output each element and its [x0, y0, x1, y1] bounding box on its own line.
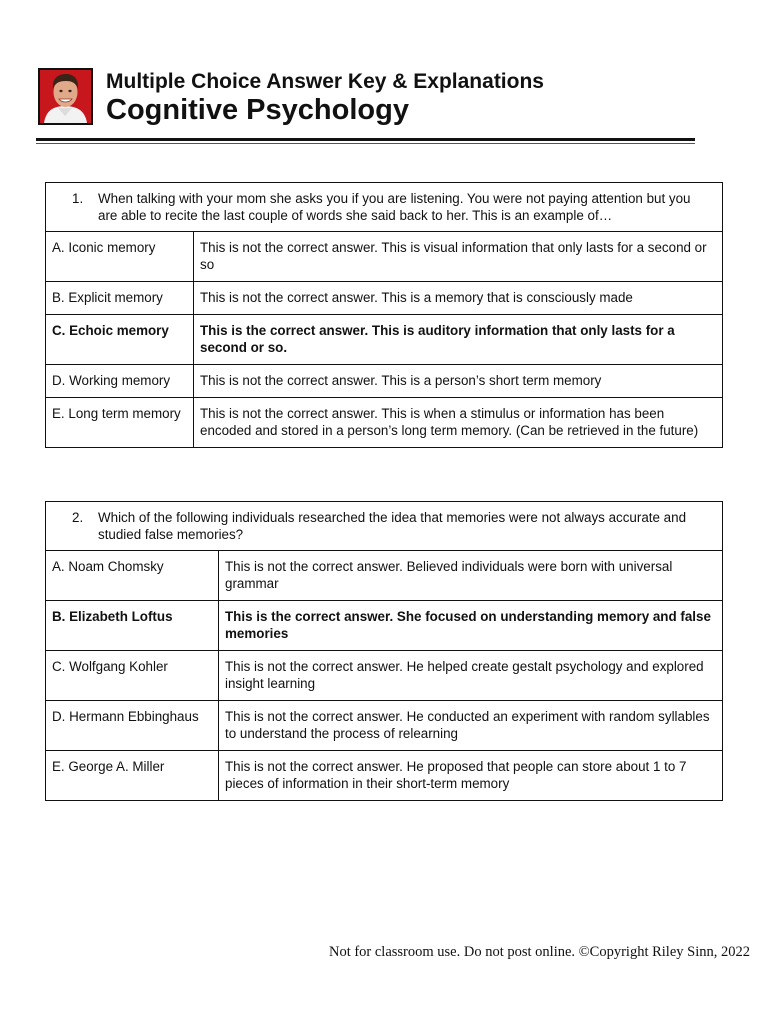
answer-row: [46, 751, 723, 801]
answer-option: C. Echoic memory: [46, 315, 194, 365]
header-divider: [36, 138, 695, 141]
page-title: Cognitive Psychology: [106, 94, 409, 126]
answer-explanation: This is not the correct answer. This is a memory that is consciously made: [194, 282, 723, 315]
answer-row-correct: [46, 601, 723, 651]
header-divider-thin: [36, 143, 695, 144]
page-header: [36, 66, 696, 146]
copyright-footer: Not for classroom use. Do not post online. ©Copyright Riley Sinn, 2022: [328, 944, 750, 960]
answer-row: [46, 282, 723, 315]
answer-row: [46, 651, 723, 701]
question-number: 1.: [72, 191, 84, 206]
answer-option: A. Iconic memory: [46, 232, 194, 282]
question-cell: [46, 183, 723, 232]
answer-explanation: This is not the correct answer. He helped create gestalt psychology and explored insight learning: [219, 651, 723, 701]
answer-row-correct: [46, 315, 723, 365]
question-row: [46, 502, 723, 551]
answer-explanation: This is not the correct answer. This is visual information that only lasts for a second or so: [194, 232, 723, 282]
answer-option: C. Wolfgang Kohler: [46, 651, 219, 701]
author-avatar: [38, 68, 93, 125]
question-1-table: [45, 182, 723, 448]
answer-row: [46, 232, 723, 282]
answer-explanation: This is the correct answer. She focused on understanding memory and false memories: [219, 601, 723, 651]
answer-option: B. Elizabeth Loftus: [46, 601, 219, 651]
answer-option: E. George A. Miller: [46, 751, 219, 801]
question-text: When talking with your mom she asks you if you are listening. You were not paying attention but you are able to recite the last couple of words she said back to her. This is an example of…: [98, 191, 691, 223]
answer-option: D. Hermann Ebbinghaus: [46, 701, 219, 751]
answer-explanation: This is not the correct answer. This is a person’s short term memory: [194, 365, 723, 398]
answer-option: A. Noam Chomsky: [46, 551, 219, 601]
answer-option: E. Long term memory: [46, 398, 194, 448]
page-subtitle: Multiple Choice Answer Key & Explanations: [106, 70, 544, 93]
question-cell: [46, 502, 723, 551]
question-row: [46, 183, 723, 232]
answer-explanation: This is not the correct answer. He proposed that people can store about 1 to 7 pieces of information in their short-term memory: [219, 751, 723, 801]
question-2-table: [45, 501, 723, 801]
answer-explanation: This is not the correct answer. Believed individuals were born with universal grammar: [219, 551, 723, 601]
answer-row: [46, 398, 723, 448]
question-number: 2.: [72, 510, 84, 525]
answer-explanation: This is not the correct answer. He conducted an experiment with random syllables to understand the process of relearning: [219, 701, 723, 751]
answer-option: D. Working memory: [46, 365, 194, 398]
author-portrait-icon: [40, 70, 91, 123]
answer-row: [46, 365, 723, 398]
answer-row: [46, 551, 723, 601]
answer-explanation: This is not the correct answer. This is when a stimulus or information has been encoded and stored in a person’s long term memory. (Can be retrieved in the future): [194, 398, 723, 448]
answer-row: [46, 701, 723, 751]
answer-explanation: This is the correct answer. This is auditory information that only lasts for a second or so.: [194, 315, 723, 365]
answer-option: B. Explicit memory: [46, 282, 194, 315]
question-text: Which of the following individuals researched the idea that memories were not always accurate and studied false memories?: [98, 510, 687, 542]
